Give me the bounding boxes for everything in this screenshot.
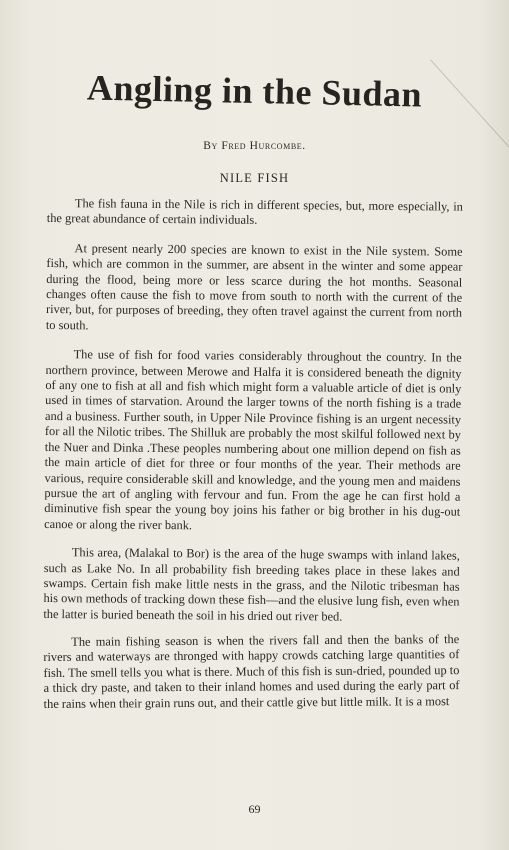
article-body (42, 196, 463, 730)
page-number: 69 (248, 802, 261, 816)
article-byline: By Fred Hurcombe. (203, 140, 306, 152)
section-heading: NILE FISH (219, 171, 290, 185)
paragraph-food-use: The use of fish for food varies considerably throughout the country. In the northern province, between Merowe and Halfa it is considered beneath the dignity of any one to fish at all and fish which might form a valuable article of diet is only used in times of starvation. Around the larger towns of the north fishing is a trade and a business. Further south, in Upper Nile Province fishing is an urgent necessity for all the Nilotic tribes. The Shilluk are probably the most skilful followed next by the Nuer and Dinka .These peoples numbering about one million depend on fish as the main article of diet for three or four months of the year. Their methods are various, require considerable skill and knowledge, and the young men and maidens pursue the art of angling with fervour and fun. From the age he can first hold a diminutive fish spear the young boy joins his father or big brother in his dug-out canoe or along the river bank. (44, 347, 462, 532)
paragraph-fishing-season: The main fishing season is when the rivers fall and then the banks of the rivers and waterways are thronged with happy crowds catching large quantities of fish. The smell tells you what is there. Much of this fish is sun-dried, pounded up to a thick dry paste, and taken to their inland homes and used during the early part of the rains when their grain runs out, and their cattle give but little milk. It is a most (43, 632, 460, 711)
paragraph-species: At present nearly 200 species are known to exist in the Nile system. Some fish, which are common in the summer, are absent in the winter and some appear during the flood, being more or less scarce during the hot months. Seasonal changes often cause the fish to move from south to north with the current of the river, but, for purposes of breeding, they often travel against the current from north to south. (45, 241, 463, 333)
paragraph-swamps: This area, (Malakal to Bor) is the area of the huge swamps with inland lakes, such as Lake No. In all probability fish breeding takes place in these lakes and swamps. Certain fish make little nests in the grass, and the Nilotic tribesman has his own methods of tracking down these fish—and the elusive lung fish, even when the latter is buried beneath the soil in his dried out river bed. (43, 545, 460, 624)
article-title: Angling in the Sudan (86, 67, 423, 115)
paragraph-intro: The fish fauna in the Nile is rich in different species, but, more especially, in the great abundance of certain individuals. (46, 196, 463, 228)
